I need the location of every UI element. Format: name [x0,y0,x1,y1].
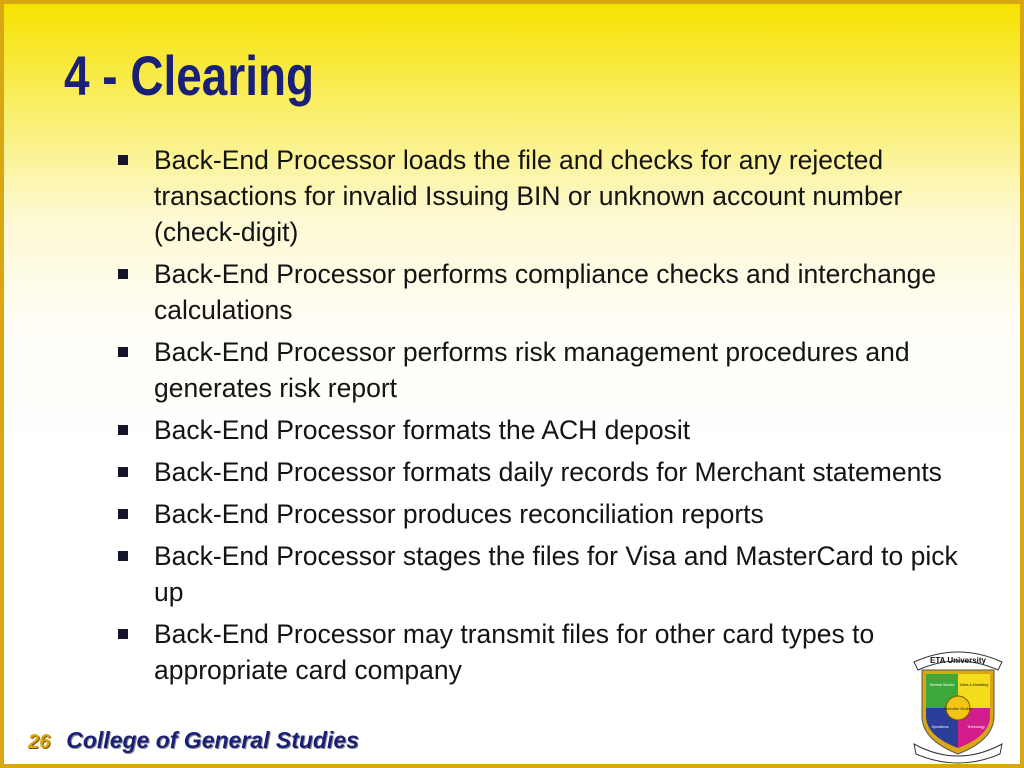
bullet-square-icon [118,467,128,477]
bullet-text: Back-End Processor formats daily records for Merchant statements [154,457,942,487]
logo-quadrant-label: Sales & Marketing [959,683,989,687]
logo-banner-text: ETA University [929,656,987,665]
bullet-square-icon [118,269,128,279]
bullet-item [116,616,978,688]
bullet-item [116,454,978,490]
footer-college-name: College of General Studies [66,727,359,753]
bullet-square-icon [118,347,128,357]
bullet-item [116,496,978,532]
slide-title: 4 - Clearing [64,44,315,107]
logo-quadrant-label: Technology [967,725,985,729]
page-number: 26 [28,731,51,753]
bullet-item [116,538,978,610]
bullet-list [116,142,978,694]
eta-university-crest-icon [910,640,1006,764]
logo-quadrant-label: General Studies [929,683,955,687]
slide-footer [28,727,359,754]
bullet-text: Back-End Processor produces reconciliation reports [154,499,764,529]
bullet-square-icon [118,425,128,435]
logo-center-text: Executive Studies [944,707,972,711]
bullet-square-icon [118,155,128,165]
bullet-square-icon [118,551,128,561]
bullet-item [116,412,978,448]
bullet-item [116,334,978,406]
bullet-text: Back-End Processor performs compliance checks and interchange calculations [154,259,937,325]
bullet-text: Back-End Processor may transmit files for other card types to appropriate card company [154,619,875,685]
bullet-text: Back-End Processor stages the files for Visa and MasterCard to pick up [154,541,958,607]
bullet-text: Back-End Processor performs risk management procedures and generates risk report [154,337,910,403]
bullet-item [116,142,978,250]
bullet-text: Back-End Processor loads the file and checks for any rejected transactions for invalid Issuing BIN or unknown account number (check-digit) [154,145,903,247]
bullet-square-icon [118,629,128,639]
bullet-item [116,256,978,328]
bullet-text: Back-End Processor formats the ACH deposit [154,415,691,445]
bullet-square-icon [118,509,128,519]
logo-quadrant-label: Operations [931,725,949,729]
